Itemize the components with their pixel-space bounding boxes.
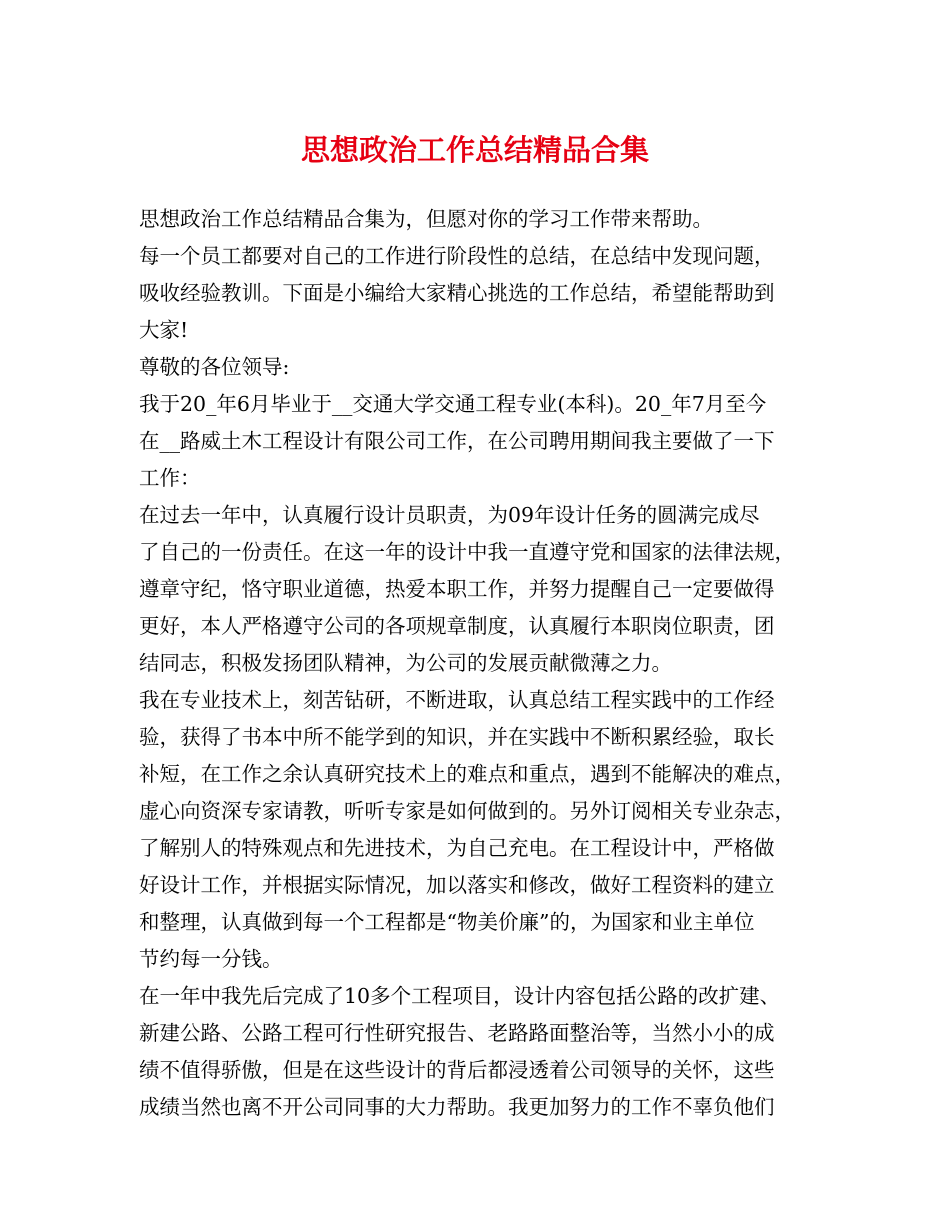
text-line: 吸收经验教训。下面是小编给大家精心挑选的工作总结，希望能帮助到 [139,281,775,305]
text-line: 大家! [139,318,189,342]
text-line: 每一个员工都要对自己的工作进行阶段性的总结，在总结中发现问题， [139,244,775,268]
text-line: 我于20_年6月毕业于__交通大学交通工程专业(本科)。20_年7月至今 [139,392,767,416]
text-line: 在过去一年中，认真履行设计员职责，为09年设计任务的圆满完成尽 [139,503,760,527]
text-line: 好设计工作，并根据实际情况，加以落实和修改，做好工程资料的建立 [139,873,775,897]
text-line: 在__路威土木工程设计有限公司工作，在公司聘用期间我主要做了一下 [139,429,775,453]
text-line: 和整理，认真做到每一个工程都是“物美价廉”的，为国家和业主单位 [139,910,755,934]
text-line: 补短，在工作之余认真研究技术上的难点和重点，遇到不能解决的难点， [139,762,795,786]
text-line: 成绩当然也离不开公司同事的大力帮助。我更加努力的工作不辜负他们 [139,1095,775,1119]
text-line: 验，获得了书本中所不能学到的知识，并在实践中不断积累经验，取长 [139,725,775,749]
text-line: 了解别人的特殊观点和先进技术，为自己充电。在工程设计中，严格做 [139,836,775,860]
document-body [139,201,829,1126]
text-line: 了自己的一份责任。在这一年的设计中我一直遵守党和国家的法律法规， [139,540,795,564]
text-line: 我在专业技术上，刻苦钻研，不断进取，认真总结工程实践中的工作经 [139,688,775,712]
text-line: 尊敬的各位领导: [139,355,290,379]
document-title: 思想政治工作总结精品合集 [300,133,649,167]
text-line: 新建公路、公路工程可行性研究报告、老路路面整治等，当然小小的成 [139,1021,775,1045]
text-line: 绩不值得骄傲，但是在这些设计的背后都浸透着公司领导的关怀，这些 [139,1058,775,1082]
text-line: 结同志，积极发扬团队精神，为公司的发展贡献微薄之力。 [139,651,672,675]
text-line: 在一年中我先后完成了10多个工程项目，设计内容包括公路的改扩建、 [139,984,781,1008]
text-line: 更好，本人严格遵守公司的各项规章制度，认真履行本职岗位职责，团 [139,614,775,638]
text-line: 思想政治工作总结精品合集为，但愿对你的学习工作带来帮助。 [139,207,713,231]
text-line: 节约每一分钱。 [139,947,283,971]
text-line: 遵章守纪，恪守职业道德，热爱本职工作，并努力提醒自己一定要做得 [139,577,775,601]
text-line: 虚心向资深专家请教，听听专家是如何做到的。另外订阅相关专业杂志， [139,799,795,823]
text-line: 工作： [139,466,201,490]
